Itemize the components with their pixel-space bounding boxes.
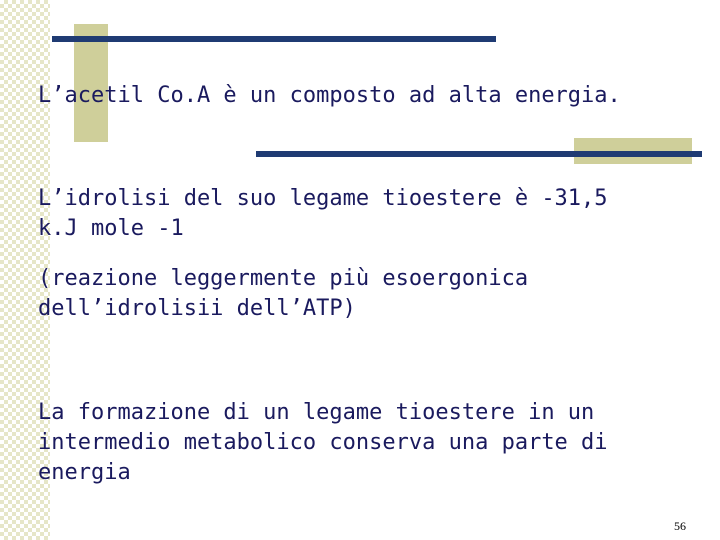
paragraph-hydrolysis-energy: L’idrolisi del suo legame tioestere è -31,5 k.J mole -1 bbox=[38, 186, 608, 241]
top-rule bbox=[52, 36, 496, 42]
page-number: 56 bbox=[674, 519, 686, 533]
middle-rule bbox=[256, 151, 702, 157]
paragraph-thioester-formation: La formazione di un legame tioestere in un intermedio metabolico conserva una parte di energia bbox=[38, 400, 608, 485]
slide-title: L’acetil Co.A è un composto ad alta energia. bbox=[38, 83, 621, 108]
paragraph-comparison-atp: (reazione leggermente più esoergonica dell’idrolisii dell’ATP) bbox=[38, 266, 529, 321]
